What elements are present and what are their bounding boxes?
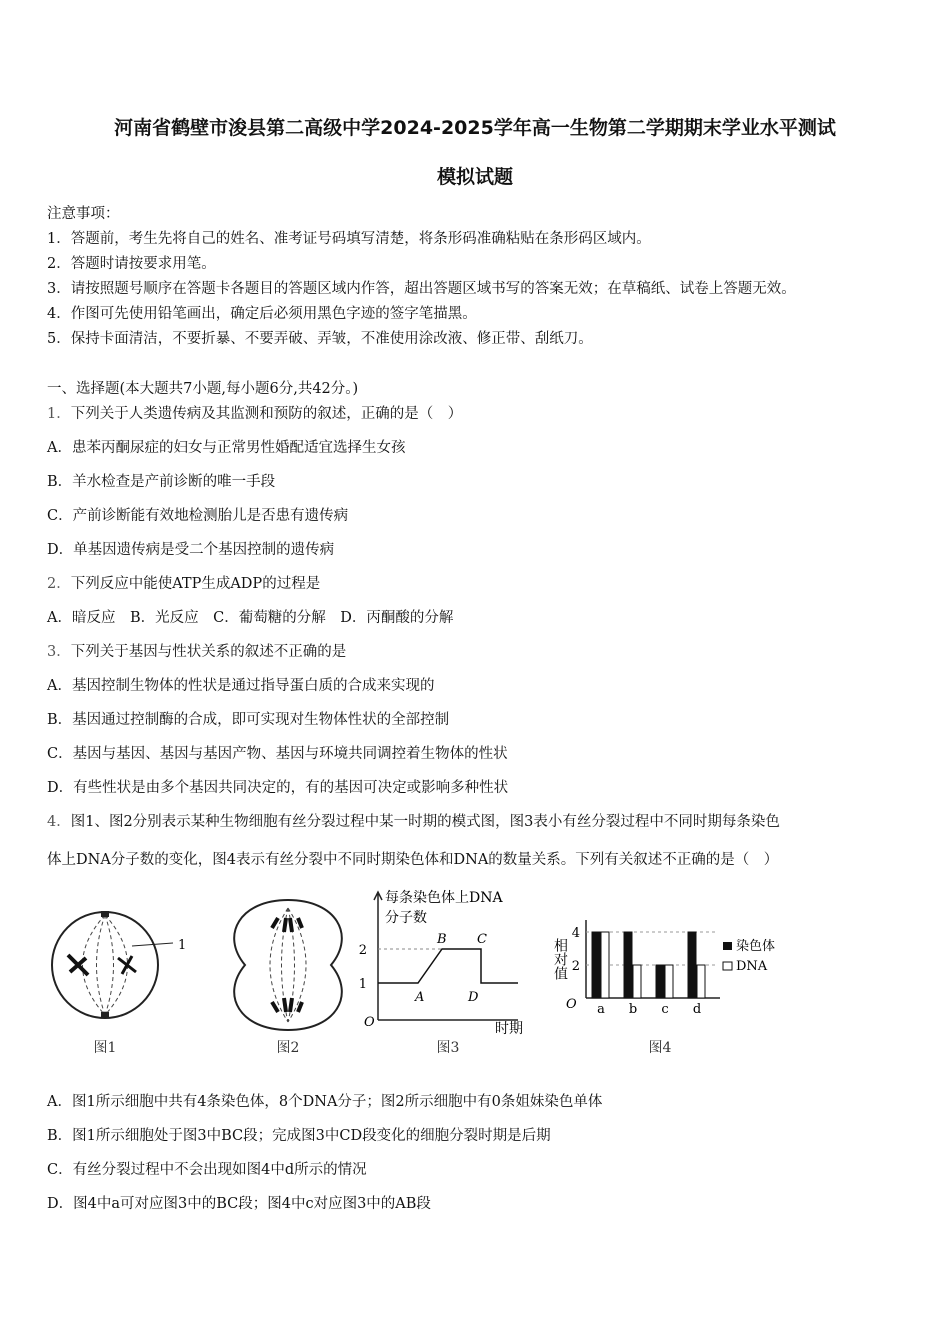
fig3-ytick-1: 1: [358, 977, 367, 992]
q3-option-a: A．基因控制生物体的性状是通过指导蛋白质的合成来实现的: [47, 678, 435, 694]
q1-text: 下列关于人类遗传病及其监测和预防的叙述，正确的是（ ）: [70, 406, 463, 422]
fig4-ylabel: 相对值: [552, 938, 568, 980]
fig4-bar-b-chromosome: [624, 932, 632, 998]
fig4-legend-chromosome-swatch: [723, 942, 732, 950]
figure-1: [52, 911, 186, 1056]
section-heading: 一、选择题(本大题共7小题,每小题6分,共42分。): [47, 381, 359, 397]
fig4-label: 图4: [648, 1040, 672, 1056]
fig4-legend-dna-swatch: [723, 962, 732, 970]
notice-item-2: 2．答题时请按要求用笔。: [47, 256, 216, 272]
q1-stem: [47, 402, 462, 423]
fig4-origin: O: [566, 997, 577, 1012]
fig4-legend-chromosome: 染色体: [736, 939, 776, 954]
fig4-category-c: c: [661, 1002, 669, 1017]
notice-item-1: 1．答题前，考生先将自己的姓名、准考证号码填写清楚，将条形码准确粘贴在条形码区域内。: [47, 231, 651, 247]
q3-option-c: C．基因与基因、基因与基因产物、基因与环境共同调控着生物体的性状: [47, 746, 508, 762]
q4-option-a: A．图1所示细胞中共有4条染色体，8个DNA分子；图2所示细胞中有0条姐妹染色单体: [47, 1094, 603, 1110]
fig1-label: 图1: [93, 1040, 117, 1056]
title-line2: 模拟试题: [436, 166, 513, 188]
fig1-chromosome-left: [68, 955, 88, 975]
fig4-bar-a-dna: [601, 932, 609, 998]
fig3-y-axis: [374, 892, 382, 1020]
fig4-ytick: 2: [571, 959, 580, 974]
fig3-point-c: C: [477, 932, 487, 947]
q1-option-a: A．患苯丙酮尿症的妇女与正常男性婚配适宜选择生女孩: [47, 440, 406, 456]
fig1-cell: [52, 912, 158, 1018]
fig3-point-a: A: [415, 990, 425, 1005]
fig4-bar-c-dna: [665, 965, 673, 998]
fig4-ytick: 4: [571, 926, 580, 941]
q4-option-b: B．图1所示细胞处于图3中BC段；完成图3中CD段变化的细胞分裂时期是后期: [47, 1128, 551, 1144]
fig1-centriole-top: [101, 911, 109, 917]
q4-text-1: 图1、图2分别表示某种生物细胞有丝分裂过程中某一时期的模式图，图3表小有丝分裂过程中不同时期每条染色: [70, 814, 780, 830]
fig2-label: 图2: [276, 1040, 300, 1056]
fig3-label: 图3: [436, 1040, 460, 1056]
q3-option-d: D．有些性状是由多个基因共同决定的，有的基因可决定或影响多种性状: [47, 780, 509, 796]
q4-number: 4．: [47, 814, 71, 830]
q4-option-c: C．有丝分裂过程中不会出现如图4中d所示的情况: [47, 1162, 367, 1178]
fig3-point-d: D: [468, 990, 479, 1005]
fig3-ytick-2: 2: [358, 943, 367, 958]
q4-stem-line2: 体上DNA分子数的变化，图4表示有丝分裂中不同时期染色体和DNA的数量关系。下列有关叙述不正确的是（ ）: [47, 852, 779, 868]
fig3-point-b: B: [437, 932, 447, 947]
fig2-cell: [234, 900, 342, 1030]
fig4-category-b: b: [628, 1002, 638, 1017]
q2-options: A．暗反应 B．光反应 C．葡萄糖的分解 D．丙酮酸的分解: [47, 610, 454, 626]
fig3-ylabel-1: 每条染色体上DNA: [385, 890, 503, 906]
q2-number: 2．: [47, 576, 71, 592]
fig3-xlabel: 时期: [495, 1021, 523, 1037]
fig4-category-d: d: [692, 1002, 702, 1017]
q1-option-c: C．产前诊断能有效地检测胎儿是否患有遗传病: [47, 508, 349, 524]
q3-option-b: B．基因通过控制酶的合成，即可实现对生物体性状的全部控制: [47, 712, 450, 728]
title-line1: 河南省鹤壁市浚县第二高级中学2024-2025学年高一生物第二学期期末学业水平测试: [114, 117, 836, 139]
q3-number: 3．: [47, 644, 71, 660]
q4-stem-line1: [47, 810, 780, 831]
fig4-bar-a-chromosome: [592, 932, 600, 998]
notice-item-5: 5．保持卡面清洁，不要折暴、不要弄破、弄皱，不准使用涂改液、修正带、刮纸刀。: [47, 331, 593, 347]
fig1-spindle: [83, 915, 128, 1015]
figure-4: [552, 920, 775, 1056]
fig4-legend-dna: DNA: [736, 959, 768, 974]
q1-option-b: B．羊水检查是产前诊断的唯一手段: [47, 474, 276, 490]
q4-option-d: D．图4中a可对应图3中的BC段；图4中c对应图3中的AB段: [47, 1196, 431, 1212]
fig4-bars: [572, 926, 716, 1017]
fig3-line: [378, 949, 518, 983]
fig4-bar-b-dna: [633, 965, 641, 998]
q2-text: 下列反应中能使ATP生成ADP的过程是: [70, 576, 321, 592]
q3-text: 下列关于基因与性状关系的叙述不正确的是: [70, 644, 347, 660]
fig4-bar-d-chromosome: [688, 932, 696, 998]
figures-panel: [40, 880, 800, 1065]
notice-item-4: 4．作图可先使用铅笔画出，确定后必须用黑色字迹的签字笔描黑。: [47, 306, 477, 322]
notice-heading: 注意事项：: [47, 206, 120, 222]
fig4-bar-d-dna: [697, 965, 705, 998]
fig1-centriole-bottom: [101, 1012, 109, 1018]
figure-2: [234, 900, 342, 1056]
fig4-category-a: a: [597, 1002, 605, 1017]
fig4-bar-c-chromosome: [656, 965, 664, 998]
fig1-marker: 1: [178, 938, 187, 953]
figure-3: [359, 889, 523, 1056]
q3-stem: [47, 640, 346, 661]
q2-stem: [47, 572, 320, 593]
fig3-ylabel-2: 分子数: [385, 910, 427, 926]
fig3-origin: O: [364, 1015, 375, 1030]
notice-item-3: 3．请按照题号顺序在答题卡各题目的答题区域内作答，超出答题区域书写的答案无效；在草稿纸、试卷上答题无效。: [47, 281, 796, 297]
q1-number: 1．: [47, 406, 71, 422]
q1-option-d: D．单基因遗传病是受二个基因控制的遗传病: [47, 542, 335, 558]
